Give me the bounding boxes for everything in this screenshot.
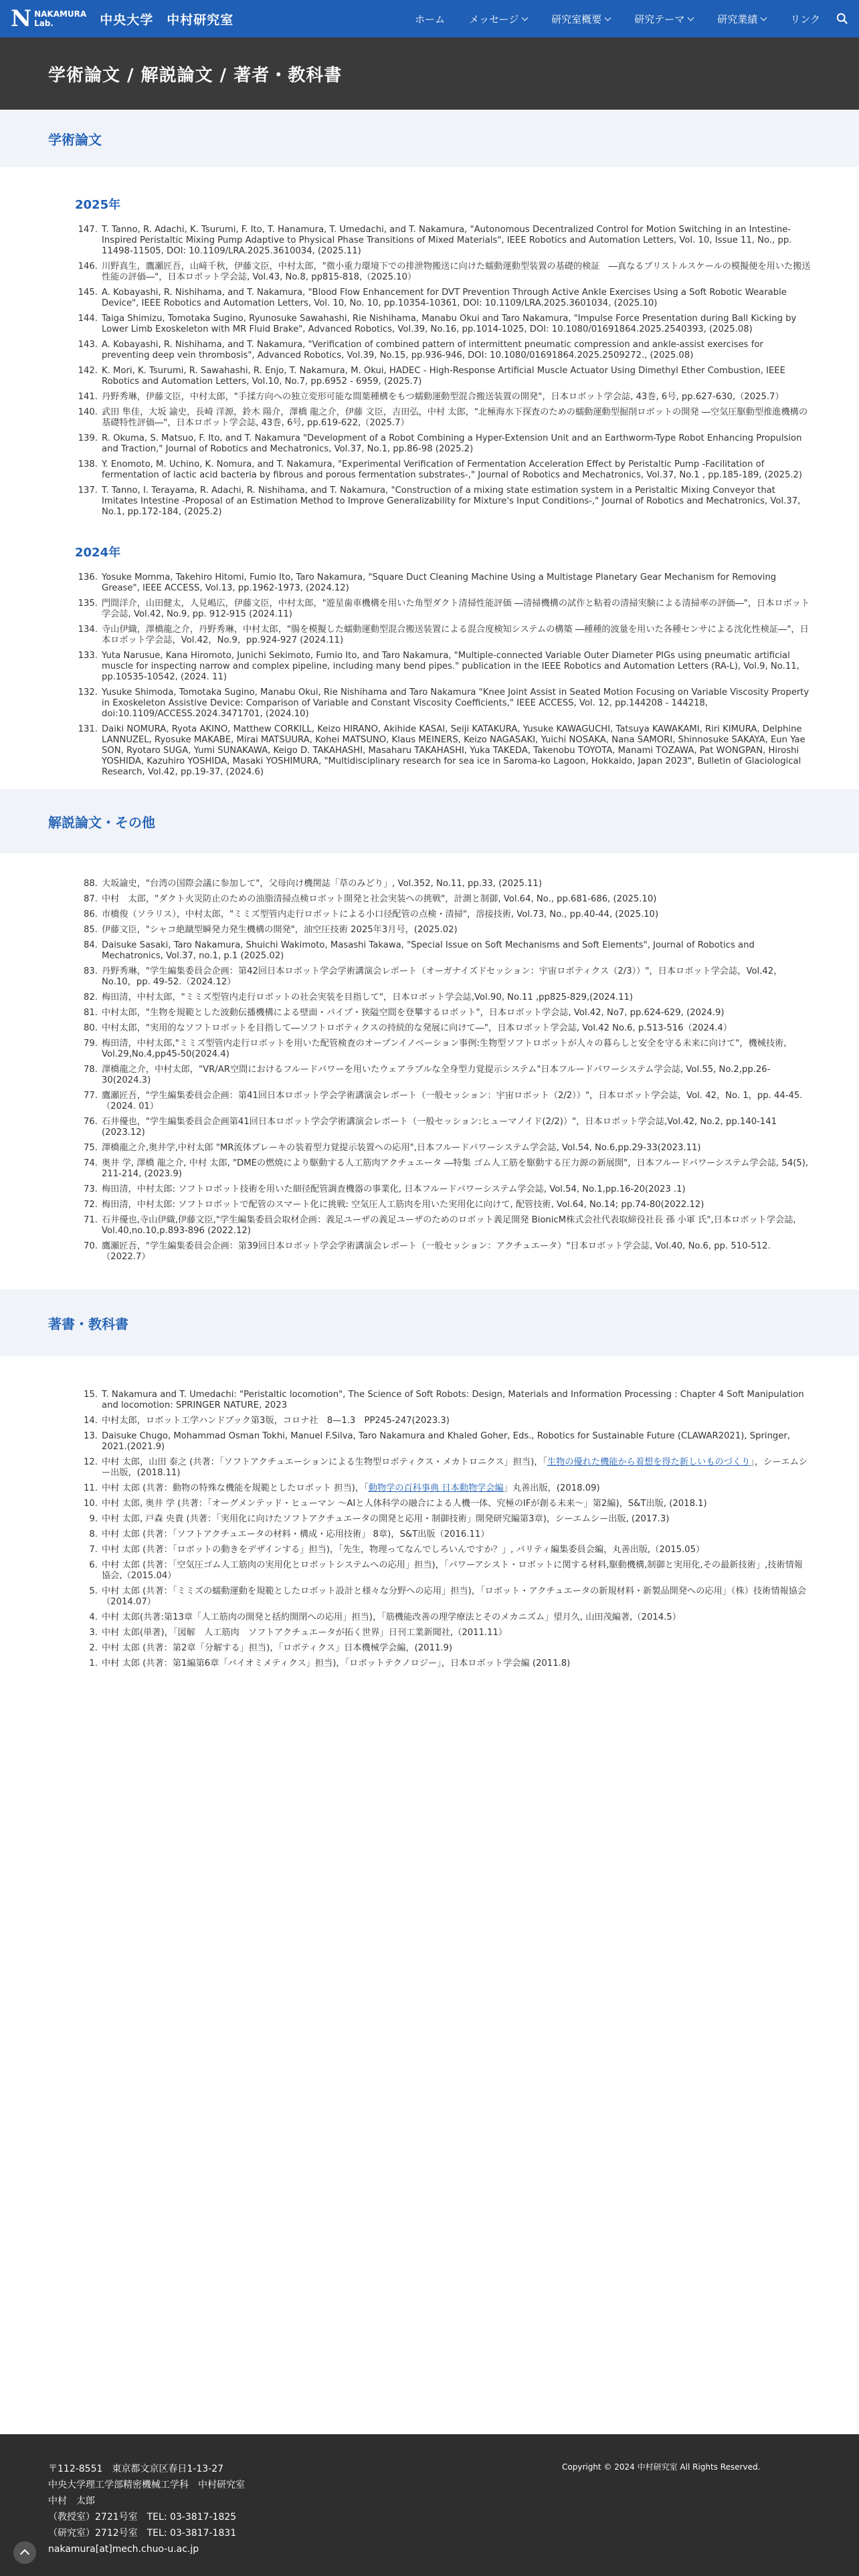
footer-line: （研究室）2712号室 TEL: 03-3817-1831 (48, 2528, 237, 2539)
publication-text: Taiga Shimizu, Tomotaka Sugino, Ryunosuke Sawahashi, Rie Nishihama, Manabu Okui and Taro Nakamura, "Impulse Force Presentation during Ball Kicking by Lower Limb Exoskeleton with MR Fluid Brake", Advanced Robotics, Vol.39, No.16, pp.1014-1025, DOI: 10.1080/01691864.2025.2540393, (2025.08) (102, 314, 797, 334)
publication-text-after: 」丸善出版，(2018.09) (503, 1483, 600, 1493)
publication-item (48, 225, 811, 257)
lab-logo[interactable] (11, 5, 86, 32)
publication-item (48, 1200, 811, 1210)
nav-research-themes[interactable]: 研究テーマ (622, 12, 705, 26)
publication-number: 139. (78, 433, 98, 443)
publication-number: 87. (84, 894, 98, 904)
publication-number: 143. (78, 340, 98, 350)
page-hero (0, 37, 859, 110)
publication-number: 3. (89, 1628, 98, 1638)
publication-text: Yuta Narusue, Kana Hiromoto, Junichi Sekimoto, Fumio Ito, and Taro Nakamura, "Multiple-connected Variable Outer Diameter PIGs using pneumatic artificial muscle for inspecting narrow and complex pipeline, including many bend pipes." publication in the IEEE Robotics and Automation Letters (RA-L), Vol.9, No.11, pp.10535-10542, (2024. 11) (102, 651, 799, 682)
publication-number: 6. (89, 1560, 98, 1570)
publication-number: 5. (89, 1586, 98, 1596)
publication-item (48, 966, 811, 988)
footer-email: nakamura[at]mech.chuo-u.ac.jp (48, 2544, 199, 2555)
publication-text: 丹野秀琳，"学生編集委員会企画：第42回日本ロボット学会学術講演会レポート（オーガナイズドセッション：宇宙ロボティクス（2/3））"，日本ロボット学会誌，Vol.42，No.10，pp. 49-52.（2024.12） (102, 966, 783, 987)
publication-item (48, 724, 811, 778)
copyright: Copyright © 2024 中村研究室 All Rights Reserved. (562, 2462, 761, 2472)
publication-text: Yosuke Momma, Takehiro Hitomi, Fumio Ito, Taro Nakamura, "Square Duct Cleaning Machine Using a Multistage Planetary Gear Mechanism for Removing Grease", IEEE ACCESS, Vol.13, pp.1962-1973, (2024.12) (102, 572, 777, 593)
section-books-title: 著書・教科書 (48, 1315, 128, 1332)
section-papers-header (0, 110, 859, 167)
publication-number: 137. (78, 486, 98, 496)
publication-item (48, 1658, 811, 1669)
publication-number: 73. (84, 1184, 98, 1194)
publication-text: 武田 隼佳，大坂 諭史，長崎 洋源，鈴木 陽介，澤橋 龍之介，伊藤 文臣，吉田弘，中村 太郎，"北極海水下探査のための蠕動運動型掘削ロボットの開発 ―空気圧駆動型推進機構の基礎特性評価―"，日本ロボット学会誌, 43巻, 6号, pp.619-622,（2025.7） (102, 407, 808, 428)
publication-text: A. Kobayashi, R. Nishihama, and T. Nakamura, "Verification of combined pattern of intermittent pneumatic compression and ankle-assist exercises for preventing deep vein thrombosis", Advanced Robotics, Vol.39, No.15, pp.936-946, DOI: 10.1080/01691864.2025.2509272., (2025.08) (102, 340, 763, 360)
publication-text: 中村 太郎(共著:第13章「人工筋肉の開発と括約開閉への応用」担当)，「筋機能改善の理学療法とそのメカニズム」望月久, 山田茂編著,（2014.5） (102, 1612, 681, 1622)
publication-number: 132. (78, 687, 98, 697)
publication-number: 131. (78, 724, 98, 734)
publication-text: 奥井 学, 澤橋 龍之介, 中村 太郎, "DMEの燃焼により駆動する人工筋肉アクチュエータ ―特集 ゴム人工筋を駆動する圧力源の新展開"，日本フルードパワーシステム学会誌, 54(5), 211-214, (2023.9) (102, 1158, 809, 1179)
publication-item (48, 433, 811, 455)
publication-number: 78. (84, 1065, 98, 1075)
publication-number: 81. (84, 1008, 98, 1018)
publication-text: 梅田清，中村太郎: ソフトロボットで配管のスマート化に挑戦: 空気圧人工筋肉を用いた実用化に向けて, 配管技術, Vol.64, No.14; pp.74-80(2022.12) (102, 1200, 704, 1210)
main-nav (403, 12, 848, 26)
publication-number: 140. (78, 407, 98, 417)
publication-item (48, 1499, 811, 1509)
publication-item (48, 1529, 811, 1540)
publication-item (48, 925, 811, 936)
section-reviews-title: 解説論文・その他 (48, 814, 155, 831)
publication-number: 84. (84, 940, 98, 950)
nav-home[interactable]: ホーム (415, 13, 446, 25)
publication-text: 梅田清，中村太郎，"ミミズ型管内走行ロボットの社会実装を目指して"，日本ロボット学会誌,Vol.90, No.11 ,pp825-829,(2024.11) (102, 992, 634, 1002)
publication-number: 145. (78, 288, 98, 298)
publication-text: 中村 太郎, 戸森 央貴 (共著：「実用化に向けたソフトアクチュエータの開発と応用・制御技術」開発研究編第3章)，シーエムシー出版, (2017.3) (102, 1514, 670, 1524)
nav-lab-overview[interactable]: 研究室概要 (539, 12, 622, 26)
publication-item (48, 1612, 811, 1623)
publication-number: 4. (89, 1612, 98, 1622)
arrow-up-icon (20, 2549, 29, 2559)
publication-text: R. Okuma, S. Matsuo, F. Ito, and T. Nakamura "Development of a Robot Combining a Hyper-Extension Unit and an Earthworm-Type Robot Enhancing Propulsion and Traction," Journal of Robotics and Mechatronics, Vol.37, No.1, pp.86-98 (2025.2) (102, 433, 802, 454)
publication-item (48, 1390, 811, 1411)
publication-item (48, 1241, 811, 1263)
publication-item (48, 1628, 811, 1638)
publication-text: 中村 太郎, 奥井 学 (共著：「オーグメンテッド・ヒューマン ～AIと人体科学の融合による人機一体、究極のIFが創る未来～」第2編)，S&T出版, (2018.1) (102, 1499, 707, 1509)
publication-item (48, 1184, 811, 1195)
books-content (0, 1356, 859, 1669)
publication-item (48, 1483, 811, 1494)
publication-number: 74. (84, 1158, 98, 1168)
papers-2025-list (48, 225, 811, 518)
publication-number: 80. (84, 1023, 98, 1033)
publication-text: T. Nakamura and T. Umedachi: "Peristaltic locomotion", The Science of Soft Robots: Design, Materials and Information Processing : Chapter 4 Soft Manipulation and locomotion: SPRINGER NATURE, 2023 (102, 1390, 804, 1410)
publication-text: 丹野秀琳，伊藤文臣，中村太郎，"手揉方向への独立変形可能な間葉種構をもつ蠕動運動型混合搬送装置の開発"，日本ロボット学会誌, 43巻, 6号, pp.627-630,（2025.7） (102, 392, 784, 402)
publication-text: 市橋俊（ソラリス），中村太郎，"ミミズ型管内走行ロボットによる小口径配管の点検・清掃"，溶接技術, Vol.73, No., pp.40-44, (2025.10) (102, 909, 659, 920)
section-papers-title: 学術論文 (48, 131, 102, 148)
publication-number: 85. (84, 925, 98, 935)
publication-text: 石井優也，"学生編集委員会企画第41回日本ロボット学会学術講演会レポート（一般セッション:ヒューマノイド(2/2)）"，日本ロボット学会誌,Vol.42, No.2, pp.140-141 (2023.12) (102, 1117, 777, 1138)
publication-number: 71. (84, 1215, 98, 1225)
papers-2024-list (48, 572, 811, 778)
reviews-list (48, 879, 811, 1263)
publication-item (48, 1065, 811, 1086)
publication-text: 鷹瀬匠吾，"学生編集委員会企画：第41回日本ロボット学会学術講演会レポート（一般セッション：宇宙ロボット（2/2））"，日本ロボット学会誌，Vol. 42，No. 1，pp. 44-45.（2024. 01） (102, 1091, 803, 1111)
publication-number: 144. (78, 314, 98, 324)
publication-number: 2. (89, 1643, 98, 1653)
back-to-top-button[interactable] (13, 2541, 36, 2564)
publication-text: 梅田清，中村太郎,"ミミズ型管内走行ロボットを用いた配管検査のオープンイノベーション事例:生物型ソフトロボットが人々の暮らしと安全を守る未来に向けて"，機械技術, Vol.29,No.4,pp45-50(2024.4) (102, 1039, 787, 1059)
page-footer (0, 2434, 859, 2576)
publication-item (48, 288, 811, 309)
footer-line: 中村 太郎 (48, 2496, 95, 2506)
publication-item (48, 879, 811, 889)
publication-item (48, 1560, 811, 1582)
publication-item (48, 1514, 811, 1525)
publication-number: 9. (89, 1514, 98, 1524)
publication-text: 川野真生，鷹瀬匠吾，山﨑千秋，伊藤文臣，中村太郎，"微小重力環境下での排泄物搬送に向けた蠕動運動型装置の基礎的検証 ―真なるブリストルスケールの模擬便を用いた搬送性能の評価―"，日本ロボット学会誌, Vol.43, No.8, pp815-818,（2025.10） (102, 261, 811, 282)
page-title: 学術論文 / 解説論文 / 著者・教科書 (48, 65, 343, 86)
publication-item (48, 1008, 811, 1018)
publication-text: 鷹瀬匠吾，"学生編集委員会企画：第39回日本ロボット学会学術講演会レポート（一般セッション：アクチュエータ）"日本ロボット学会誌, Vol.40, No.6, pp. 510-512.（2022.7） (102, 1241, 771, 1262)
footer-line: 〒112-8551 東京都文京区春日1-13-27 (48, 2464, 224, 2474)
section-books-header (0, 1289, 859, 1356)
chevron-down-icon (761, 14, 767, 21)
publication-number: 88. (84, 879, 98, 889)
publication-number: 14. (84, 1416, 98, 1426)
publication-item (48, 651, 811, 683)
publication-text: 中村 太郎 (共著：「ミミズの蠕動運動を規範としたロボット設計と様々な分野への応用」担当)，「ロボット・アクチュエータの新規材料・新製品開発への応用」（株）技術情報協会（2014.07） (102, 1586, 807, 1607)
publication-number: 1. (89, 1658, 98, 1669)
publication-text: 大坂諭史，"台湾の国際会議に参加して"，父母向け機関誌「草のみどり」, Vol.352, No.11, pp.33, (2025.11) (102, 879, 542, 889)
publication-number: 134. (78, 625, 98, 635)
publication-text: 中村 太郎，山田 泰之 (共著：「ソフトアクチュエーションによる生物型ロボティクス・メカトロニクス」担当)，「 (102, 1457, 547, 1467)
publication-item (48, 459, 811, 481)
publication-text: 石井優也,寺山伊織,伊藤文臣,"学生編集委員会取材企画：義足ユーザの義足ユーザのためのロボット義足開発 BionicM株式会社代表取締役社長 孫 小軍 氏",日本ロボット学会誌, Vol.40,no.10,p.893-896 (2022.12) (102, 1215, 796, 1236)
publication-item (48, 340, 811, 361)
search-icon[interactable] (836, 13, 848, 25)
publication-item (48, 366, 811, 387)
publication-text: 中村 太郎 (共著：動物の特殊な機能を規範としたロボット 担当)，「 (102, 1483, 369, 1493)
top-navbar (0, 0, 859, 37)
chevron-down-icon (522, 14, 529, 21)
publication-item (48, 486, 811, 518)
publication-text: 中村 太郎 (共著：「ソフトアクチュエータの材料・構成・応用技術」 8章)，S&T出版（2016.11） (102, 1529, 490, 1539)
publication-number: 141. (78, 392, 98, 402)
publication-link[interactable]: 生物の優れた機能から着想を得た新しいものづくり (547, 1457, 751, 1467)
publication-item (48, 1143, 811, 1154)
publication-item (48, 407, 811, 429)
publication-item (48, 1643, 811, 1654)
publication-number: 86. (84, 909, 98, 920)
publication-number: 83. (84, 966, 98, 976)
publication-item (48, 909, 811, 920)
publication-item (48, 1023, 811, 1034)
publication-number: 72. (84, 1200, 98, 1210)
publication-item (48, 1039, 811, 1060)
publication-item (48, 1457, 811, 1479)
publication-text: T. Tanno, R. Adachi, K. Tsurumi, F. Ito, T. Hanamura, T. Umedachi, and T. Nakamura, "Autonomous Decentralized Control for Motion Switching in an Intestine-Inspired Peristaltic Mixing Pump Adaptive to Physical Phase Transitions of Mixed Materials", IEEE Robotics and Automation Letters, Vol. 10, Issue 11, No., pp. 11498-11505, DOI: 10.1109/LRA.2025.3610034, (2025.11) (102, 225, 792, 256)
footer-address (48, 2461, 811, 2557)
publication-text: 澤橋龍之介,奥井学,中村太郎 "MR流体ブレーキの装着型力覚提示装置への応用",日本フルードパワーシステム学会誌, Vol.54, No.6,pp.29-33(2023.11) (102, 1143, 701, 1153)
publication-item (48, 599, 811, 620)
publication-text: 澤橋龍之介，中村太郎，"VR/AR空間におけるフルードパワーを用いたウェアラブルな全身型力覚提示システム"日本フルードパワーシステム学会誌, Vol.55, No.2,pp.26-30(2024.3) (102, 1065, 771, 1085)
publication-text: 中村 太郎 (共著：「空気圧ゴム人工筋肉の実用化とロボットシステムへの応用」担当)，「パワーアシスト・ロボットに関する材料,駆動機構,制御と実用化,その最新技術」,技術情報協会,（2015.04） (102, 1560, 803, 1581)
publication-text: 中村 太郎(単著)，「図解 人工筋肉 ソフトアクチュエータが拓く世界」日刊工業新聞社,（2011.11） (102, 1628, 508, 1638)
publication-item (48, 1431, 811, 1453)
publication-text: 中村太郎，"生物を規範とした波動伝播機構による壁面・パイプ・狭隘空間を登攀するロボット"，日本ロボット学会誌, Vol.42, No7, pp.624-629, (2024.9) (102, 1008, 725, 1018)
publication-number: 15. (84, 1390, 98, 1400)
publication-number: 75. (84, 1143, 98, 1153)
publication-item (48, 1215, 811, 1237)
publication-item (48, 687, 811, 720)
publication-text: Daiki NOMURA, Ryota AKINO, Matthew CORKILL, Keizo HIRANO, Akihide KASAI, Seiji KATAKURA, Yusuke KAWAGUCHI, Tatsuya KAWAKAMI, Riri KIMURA, Delphine LANNUZEL, Ryosuke MAKABE, Mirai MATSUURA, Kohei MATSUNO, Klaus MEINERS, Keizo NAGASAKI, Yuichi NOSAKA, Nana SAMORI, Shinnosuke SAKAYA, Eun Yae SON, Ryotaro SUGA, Yumi SUNAKAWA, Keigo D. TAKAHASHI, Masaharu TAKAHASHI, Yuka TAKEDA, Takenobu TOYOTA, Manami TOZAWA, Pat WONGPAN, Hiroshi YOSHIDA, Kazuhiro YOSHIDA, Masaki YOSHIMURA, "Multidisciplinary research for sea ice in Saroma-ko Lagoon, Hokkaido, Japan 2023", Bulletin of Glaciological Research, Vol.42, pp.19-37, (2024.6) (102, 724, 805, 777)
nav-achievements[interactable]: 研究業績 (705, 12, 778, 26)
publication-number: 70. (84, 1241, 98, 1251)
publication-number: 135. (78, 599, 98, 609)
publication-text: 寺山伊織，澤橋龍之介，丹野秀琳，中村太郎，"腸を模擬した蠕動運動型混合搬送装置による混合度検知システムの構築 ―種種的波量を用いた各種センサによる沈化性検証―"，日本ロボット学会誌，Vol.42，No.9，pp.924-927 (2024.11) (102, 625, 809, 645)
publication-number: 146. (78, 261, 98, 272)
logo-line2: Lab. (34, 19, 54, 28)
publication-number: 136. (78, 572, 98, 582)
publication-number: 7. (89, 1545, 98, 1555)
publication-item (48, 1158, 811, 1180)
publication-text: 梅田清，中村太郎: ソフトロボット技術を用いた細径配管調査機器の事業化, 日本フルードパワーシステム学会誌, Vol.54, No.1,pp.16-20(2023 .1) (102, 1184, 686, 1194)
footer-line: 中央大学理工学部精密機械工学科 中村研究室 (48, 2480, 245, 2490)
nav-message[interactable]: メッセージ (457, 12, 539, 26)
publication-number: 79. (84, 1039, 98, 1049)
publication-number: 147. (78, 225, 98, 235)
reviews-content (0, 853, 859, 1263)
publication-item (48, 1117, 811, 1138)
publication-item (48, 1091, 811, 1112)
books-list (48, 1390, 811, 1669)
papers-content (0, 167, 859, 778)
publication-number: 133. (78, 651, 98, 661)
publication-text: K. Mori, K. Tsurumi, R. Sawahashi, R. Enjo, T. Nakamura, M. Okui, HADEC - High-Response Artificial Muscle Actuator Using Dimethyl Ether Combustion, IEEE Robotics and Automation Letters, Vol.10, No.7, pp.6952 - 6959, (2025.7) (102, 366, 785, 387)
publication-text: 中村 太郎 (共著：第2章「分解する」担当)，「ロボティクス」日本機械学会編，(2011.9) (102, 1643, 453, 1653)
publication-text: 門間洋介，山田健太，人見嶋広，伊藤文臣，中村太郎，"遊星歯車機構を用いた角型ダクト清掃性能評価 ―清掃機構の試作と粘着の清掃実験による清掃率の評価―"，日本ロボット学会誌, Vol.42, No.9, pp. 912-915 (2024.11) (102, 599, 810, 619)
publication-number: 138. (78, 459, 98, 469)
publication-item (48, 992, 811, 1003)
publication-text: Daisuke Chugo, Mohammad Osman Tokhi, Manuel F.Silva, Taro Nakamura and Khaled Goher, Eds., Robotics for Sustainable Future (CLAWAR2021), Springer, 2021.(2021.9) (102, 1431, 791, 1452)
publication-item (48, 894, 811, 905)
chevron-down-icon (688, 14, 694, 21)
publication-item (48, 392, 811, 403)
chevron-down-icon (605, 14, 611, 21)
logo-mark: N (11, 5, 32, 32)
publication-item (48, 940, 811, 962)
publication-item (48, 572, 811, 594)
publication-number: 12. (84, 1457, 98, 1467)
publication-text: Y. Enomoto, M. Uchino, K. Nomura, and T. Nakamura, "Experimental Verification of Fermentation Acceleration Effect by Peristaltic Pump -Facilitation of fermentation of lactic acid bacteria by fibrous and porous fermentation substrates-," Journal of Robotics and Mechatronics, Vol.37, No.1 , pp.185-189, (2025.2) (102, 459, 803, 480)
publication-text: 中村 太郎 (共著：第1編第6章「バイオミメティクス」担当)，「ロボットテクノロジー」，日本ロボット学会編 (2011.8) (102, 1658, 571, 1669)
publication-item (48, 261, 811, 283)
publication-item (48, 1586, 811, 1608)
publication-text: 中村太郎，"実用的なソフトロボットを目指して―ソフトロボティクスの持続的な発展に向けて―"，日本ロボット学会誌, Vol.42 No.6, p.513-516（2024.4） (102, 1023, 733, 1033)
year-heading-2025: 2025年 (75, 198, 121, 212)
publication-text: Daisuke Sasaki, Taro Nakamura, Shuichi Wakimoto, Masashi Takawa, "Special Issue on Soft Mechanisms and Soft Elements", Journal of Robotics and Mechatronics, Vol.37, no.1, p.1 (2025.02) (102, 940, 755, 961)
publication-text-after: 」，シーエムシー出版，(2018.11) (102, 1457, 808, 1478)
site-title[interactable]: 中央大学 中村研究室 (100, 12, 234, 27)
publication-text: Yusuke Shimoda, Tomotaka Sugino, Manabu Okui, Rie Nishihama and Taro Nakamura "Knee Joint Assist in Seated Motion Focusing on Variable Viscosity Property in Exoskeleton Assistive Device: Comparison of Variable and Constant Viscosity Coefficients," IEEE ACCESS, Vol. 12, pp.144208 - 144218, doi:10.1109/ACCESS.2024.3471701, (2024.10) (102, 687, 809, 719)
publication-text: 中村 太郎，"ダクト火災防止のための油脂清掃点検ロボット開発と社会実装への挑戦"，計測と制御, Vol.64, No., pp.681-686, (2025.10) (102, 894, 657, 904)
section-reviews-header (0, 789, 859, 853)
publication-text: 中村太郎，ロボット工学ハンドブック第3版，コロナ社 8—1.3 PP245-247(2023.3) (102, 1416, 450, 1426)
publication-link[interactable]: 動物学の百科事典 日本動物学会編 (368, 1483, 504, 1493)
publication-item (48, 314, 811, 335)
publication-text: 伊藤文臣，"シャコ絶蹴型瞬発力発生機構の開発"，油空圧技術 2025年3月号，(2025.02) (102, 925, 458, 935)
publication-number: 10. (84, 1499, 98, 1509)
publication-number: 77. (84, 1091, 98, 1101)
publication-number: 76. (84, 1117, 98, 1127)
publication-text: T. Tanno, I. Terayama, R. Adachi, R. Nishihama, and T. Nakamura, "Construction of a mixing state estimation system in a Peristaltic Mixing Conveyor that Imitates Intestine -Proposal of an Estimation Method to Improve Generalizability for Mixture's Input Conditions-," Journal of Robotics and Mechatronics, Vol.37, No.1, pp.172-184, (2025.2) (102, 486, 801, 517)
publication-text: 中村 太郎 (共著：「ロボットの動きをデザインする」担当)，「先生，物理ってなんでしろいんですか？」, パリティ編集委員会編，丸善出版,（2015.05） (102, 1545, 705, 1555)
logo-line1: NAKAMURA (34, 9, 87, 19)
publication-item (48, 1545, 811, 1555)
publication-number: 13. (84, 1431, 98, 1441)
publication-number: 11. (84, 1483, 98, 1493)
nav-links[interactable]: リンク (790, 13, 820, 25)
publication-number: 8. (89, 1529, 98, 1539)
publication-item (48, 625, 811, 646)
publication-text: A. Kobayashi, R. Nishihama, and T. Nakamura, "Blood Flow Enhancement for DVT Prevention Through Active Ankle Exercises Using a Soft Robotic Wearable Device", IEEE Robotics and Automation Letters, Vol. 10, No. 10, pp.10354-10361, DOI: 10.1109/LRA.2025.3601034, (2025.10) (102, 288, 787, 308)
publication-number: 82. (84, 992, 98, 1002)
year-heading-2024: 2024年 (75, 546, 121, 560)
footer-line: （教授室）2721号室 TEL: 03-3817-1825 (48, 2512, 237, 2523)
publication-item (48, 1416, 811, 1426)
publication-number: 142. (78, 366, 98, 376)
